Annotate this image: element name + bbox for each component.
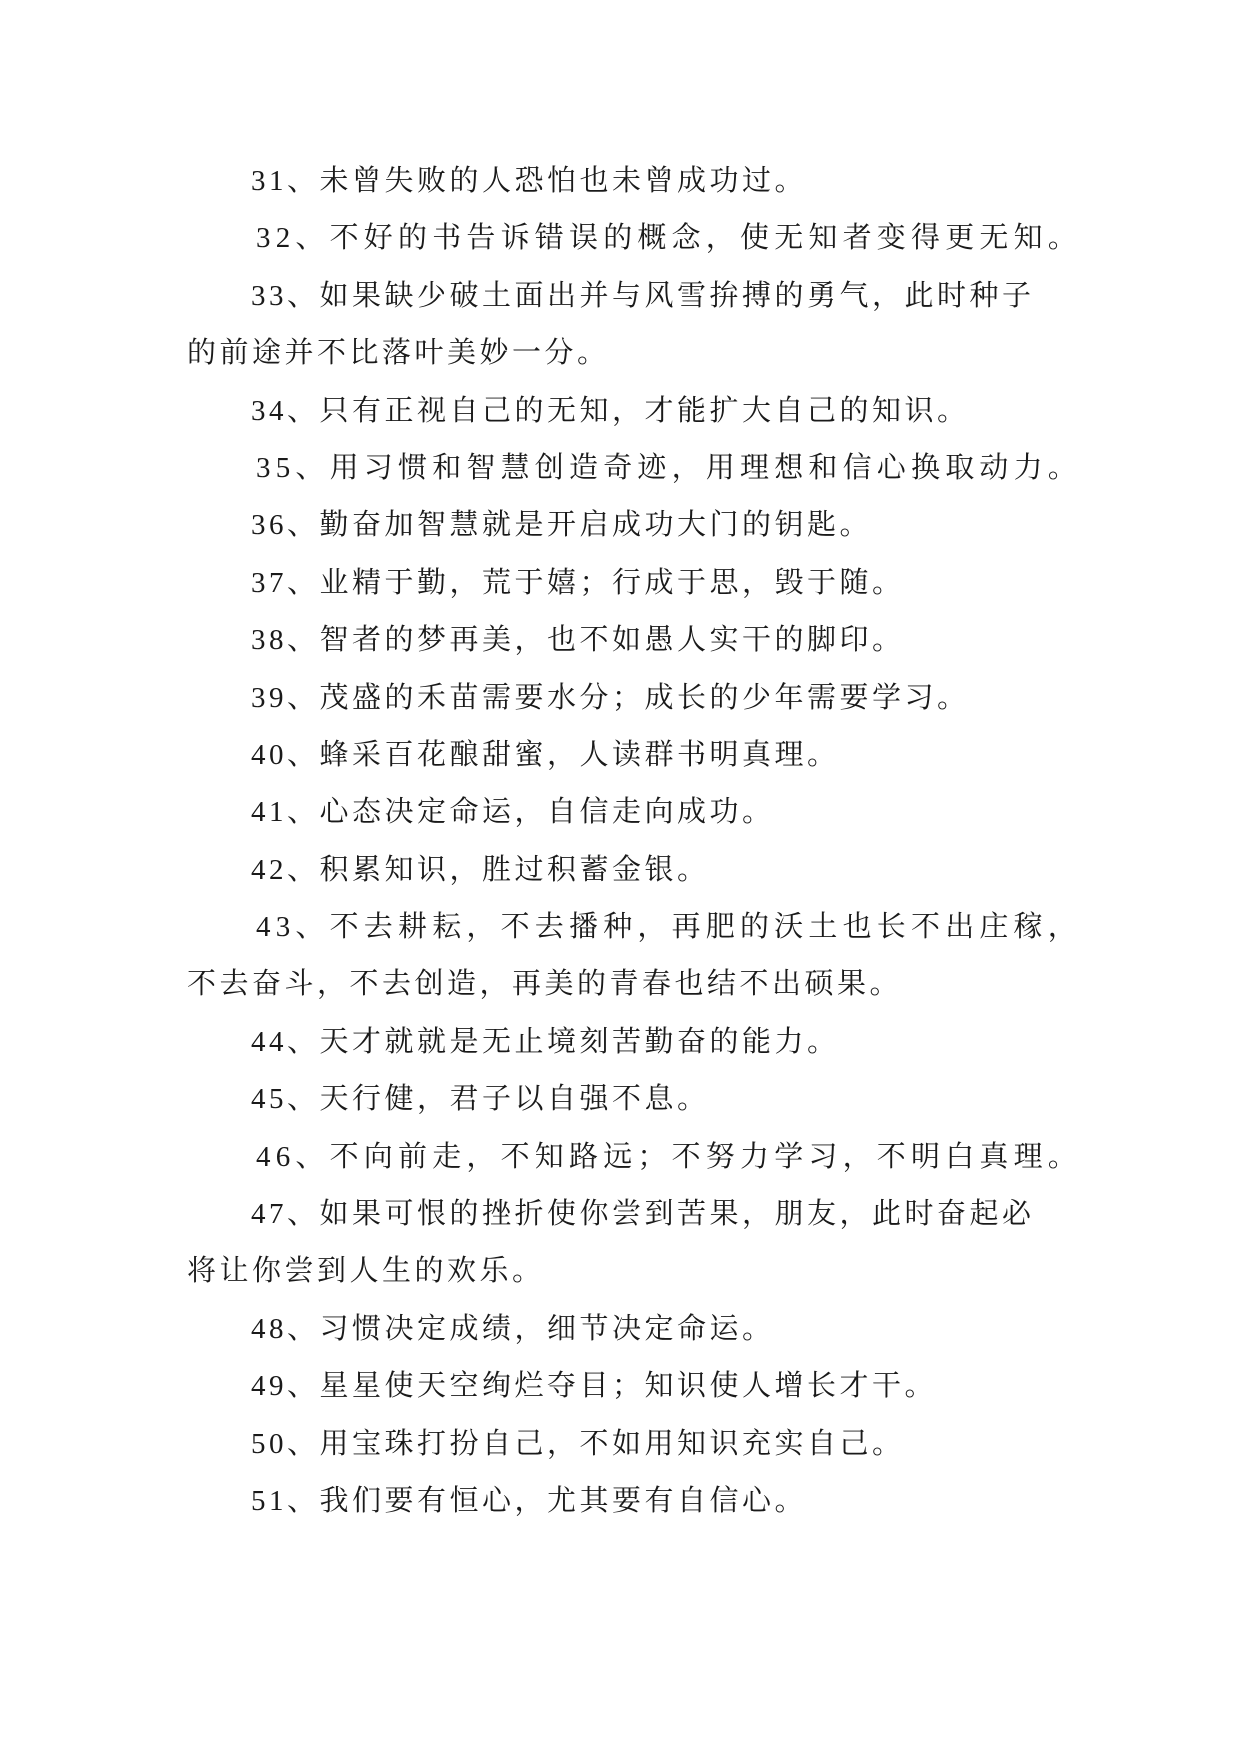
quote-text: 43、不去耕耘，不去播种，再肥的沃土也长不出庄稼， (256, 911, 1083, 944)
quote-item-34 (187, 383, 1077, 440)
quote-item-38 (187, 612, 1077, 669)
quote-text: 48、习惯决定成绩，细节决定命运。 (251, 1312, 775, 1345)
quote-text: 36、勤奋加智慧就是开启成功大门的钥匙。 (251, 509, 873, 542)
quote-item-41 (187, 784, 1077, 841)
quote-text: 35、用习惯和智慧创造奇迹，用理想和信心换取动力。 (256, 451, 1083, 484)
quote-text: 37、业精于勤，荒于嬉；行成于思，毁于随。 (251, 566, 905, 599)
quote-item-36 (187, 497, 1077, 554)
quote-text: 32、不好的书告诉错误的概念，使无知者变得更无知。 (256, 222, 1083, 255)
quote-item-32 (187, 210, 1083, 267)
quote-item-35 (187, 440, 1083, 497)
quote-text: 50、用宝珠打扮自己，不如用知识充实自己。 (251, 1427, 905, 1460)
quote-text: 39、茂盛的禾苗需要水分；成长的少年需要学习。 (251, 681, 970, 714)
quote-text: 47、如果可恨的挫折使你尝到苦果，朋友，此时奋起必 (251, 1198, 1035, 1231)
quote-continuation: 不去奋斗，不去创造，再美的青春也结不出硕果。 (187, 968, 903, 1001)
quote-item-31 (187, 153, 1077, 210)
quote-item-51 (187, 1473, 1077, 1530)
quote-item-48 (187, 1301, 1077, 1358)
quote-item-33 (187, 268, 1077, 383)
quote-item-42 (187, 842, 1077, 899)
quote-item-43 (187, 899, 1083, 1014)
quote-item-45 (187, 1071, 1077, 1128)
quote-item-46 (187, 1129, 1083, 1186)
quote-text: 42、积累知识，胜过积蓄金银。 (251, 853, 710, 886)
quote-text: 49、星星使天空绚烂夺目；知识使人增长才干。 (251, 1370, 938, 1403)
quote-text: 44、天才就就是无止境刻苦勤奋的能力。 (251, 1025, 840, 1058)
quote-text: 46、不向前走，不知路远；不努力学习，不明白真理。 (256, 1140, 1083, 1173)
quote-item-44 (187, 1014, 1077, 1071)
quote-list (187, 153, 1083, 1530)
quote-item-49 (187, 1358, 1077, 1415)
quote-text: 40、蜂采百花酿甜蜜，人读群书明真理。 (251, 738, 840, 771)
quote-text: 31、未曾失败的人恐怕也未曾成功过。 (251, 165, 808, 197)
quote-text: 45、天行健，君子以自强不息。 (251, 1083, 710, 1116)
quote-text: 51、我们要有恒心，尤其要有自信心。 (251, 1484, 808, 1517)
quote-text: 41、心态决定命运，自信走向成功。 (251, 796, 775, 829)
quote-item-47 (187, 1186, 1077, 1301)
quote-text: 33、如果缺少破土面出并与风雪拚搏的勇气，此时种子 (251, 279, 1035, 312)
quote-continuation: 的前途并不比落叶美妙一分。 (187, 337, 610, 370)
quote-item-39 (187, 670, 1077, 727)
quote-item-37 (187, 555, 1077, 612)
quote-text: 34、只有正视自己的无知，才能扩大自己的知识。 (251, 394, 970, 427)
quote-item-40 (187, 727, 1077, 784)
quote-item-50 (187, 1416, 1077, 1473)
quote-continuation: 将让你尝到人生的欢乐。 (187, 1255, 545, 1288)
quote-text: 38、智者的梦再美，也不如愚人实干的脚印。 (251, 624, 905, 657)
